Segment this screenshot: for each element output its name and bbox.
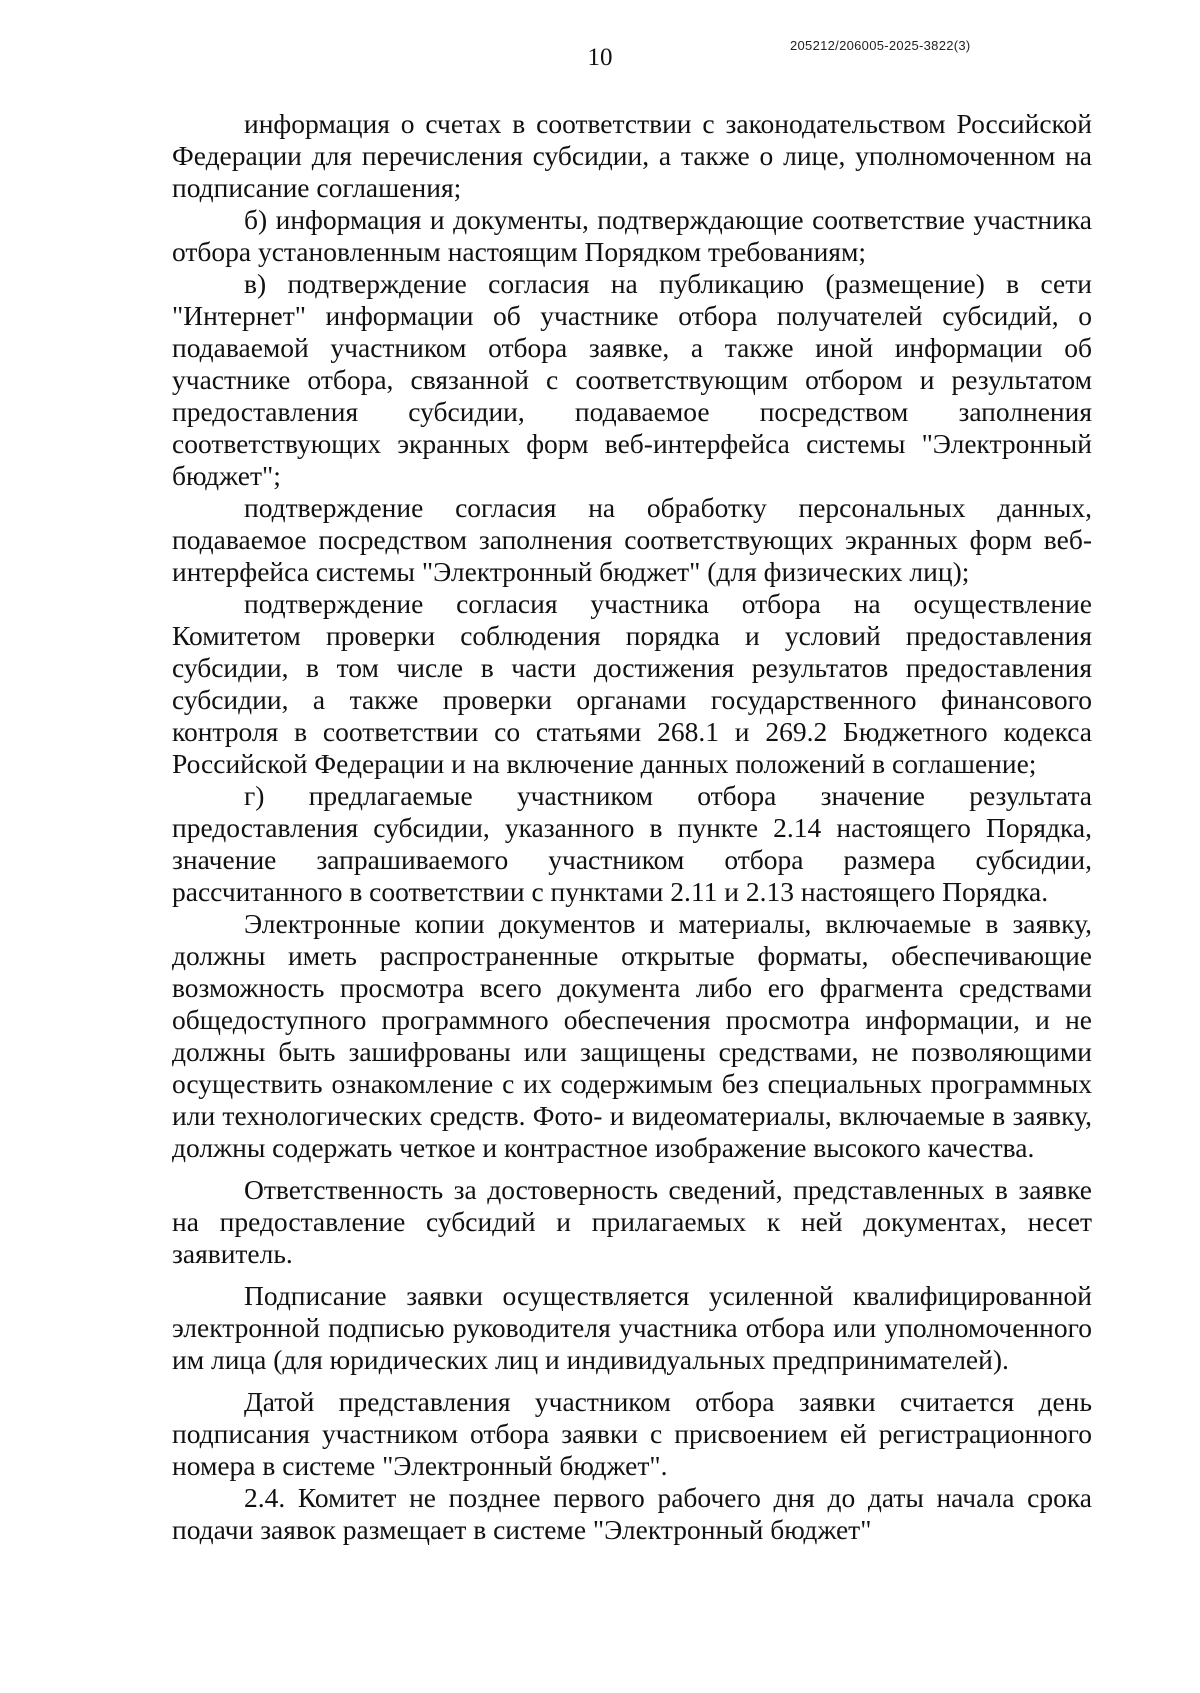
- paragraph-signing: Подписание заявки осуществляется усиленной квалифицированной электронной подписью руководителя участника отбора или уполномоченного им лица (для юридических лиц и индивидуальных предпринимателей).: [172, 1280, 1092, 1375]
- paragraph-submission-date: Датой представления участником отбора заявки считается день подписания участником отбора заявки с присвоением ей регистрационного номера в системе "Электронный бюджет".: [172, 1386, 1092, 1481]
- paragraph-item-v: в) подтверждение согласия на публикацию (размещение) в сети "Интернет" информации об участнике отбора получателей субсидий, о подаваемой участником отбора заявке, а также иной информации об участнике отбора, связанной с соответствующим отбором и результатом предоставления субсидии, подаваемое посредством заполнения соответствующих экранных форм веб-интерфейса системы "Электронный бюджет";: [172, 268, 1092, 491]
- document-id: 205212/206005-2025-3822(3): [790, 38, 971, 53]
- page-number: 10: [587, 44, 613, 71]
- paragraph-item-g: г) предлагаемые участником отбора значение результата предоставления субсидии, указанного в пункте 2.14 настоящего Порядка, значение запрашиваемого участником отбора размера субсидии, рассчитанного в соответствии с пунктами 2.11 и 2.13 настоящего Порядка.: [172, 780, 1092, 907]
- paragraph-section-2-4: 2.4. Комитет не позднее первого рабочего дня до даты начала срока подачи заявок размещает в системе "Электронный бюджет": [172, 1482, 1092, 1545]
- paragraph-personal-data-consent: подтверждение согласия на обработку персональных данных, подаваемое посредством заполнения соответствующих экранных форм веб-интерфейса системы "Электронный бюджет" (для физических лиц);: [172, 492, 1092, 587]
- paragraph-electronic-copies: Электронные копии документов и материалы, включаемые в заявку, должны иметь распространенные открытые форматы, обеспечивающие возможность просмотра всего документа либо его фрагмента средствами общедоступного программного обеспечения просмотра информации, и не должны быть зашифрованы или защищены средствами, не позволяющими осуществить ознакомление с их содержимым без специальных программных или технологических средств. Фото- и видеоматериалы, включаемые в заявку, должны содержать четкое и контрастное изображение высокого качества.: [172, 908, 1092, 1163]
- paragraph-inspection-consent: подтверждение согласия участника отбора на осуществление Комитетом проверки соблюдения порядка и условий предоставления субсидии, в том числе в части достижения результатов предоставления субсидии, а также проверки органами государственного финансового контроля в соответствии со статьями 268.1 и 269.2 Бюджетного кодекса Российской Федерации и на включение данных положений в соглашение;: [172, 588, 1092, 779]
- paragraph-responsibility: Ответственность за достоверность сведений, представленных в заявке на предоставление субсидий и прилагаемых к ней документах, несет заявитель.: [172, 1174, 1092, 1269]
- paragraph-item-b: б) информация и документы, подтверждающие соответствие участника отбора установленным настоящим Порядком требованиям;: [172, 204, 1092, 267]
- document-body: [172, 108, 1092, 1546]
- paragraph-account-info: информация о счетах в соответствии с законодательством Российской Федерации для перечисления субсидии, а также о лице, уполномоченном на подписание соглашения;: [172, 108, 1092, 203]
